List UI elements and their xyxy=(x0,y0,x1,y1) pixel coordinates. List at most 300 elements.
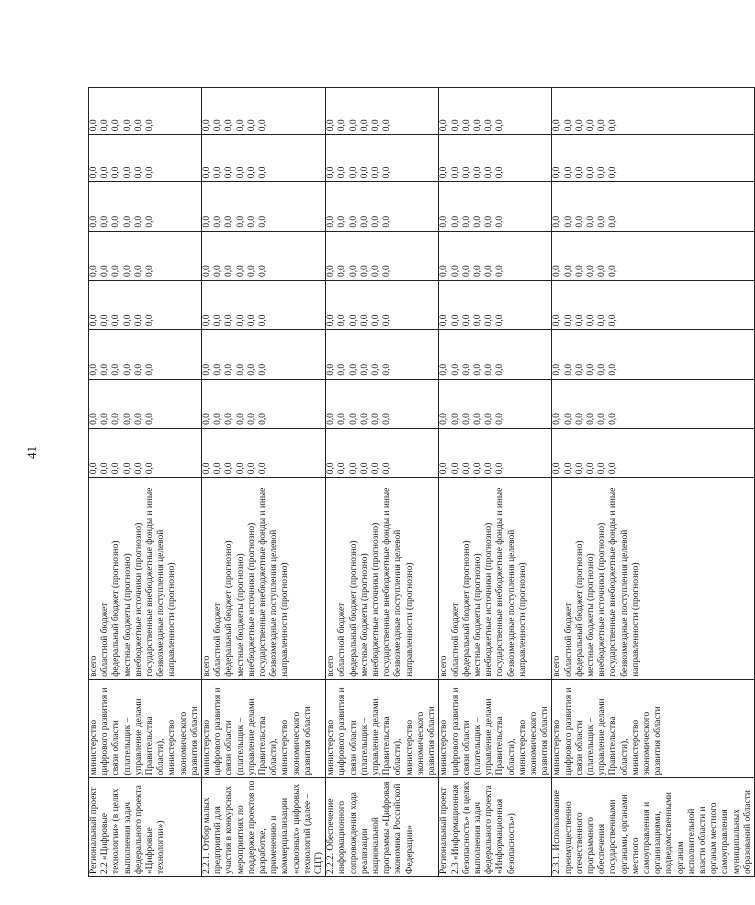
table-row xyxy=(202,88,326,877)
value-cell xyxy=(202,379,326,428)
value: 0,0 xyxy=(235,413,246,425)
value: 0,0 xyxy=(122,462,133,475)
value-cell xyxy=(439,280,552,329)
funding-source-label: государственные внебюджетные фонды и иные безвозмездные поступления целевой направленности (прогнозно) xyxy=(608,487,641,677)
value: 0,0 xyxy=(235,314,246,327)
value: 0,0 xyxy=(202,363,213,376)
value: 0,0 xyxy=(585,314,596,327)
value-cell xyxy=(552,231,755,280)
value: 0,0 xyxy=(371,166,382,179)
value: 0,0 xyxy=(450,462,461,475)
value: 0,0 xyxy=(246,462,257,475)
value: 0,0 xyxy=(89,215,99,228)
value-cell xyxy=(552,182,755,231)
value: 0,0 xyxy=(574,265,585,277)
value: 0,0 xyxy=(348,413,359,425)
value: 0,0 xyxy=(133,314,144,327)
value: 0,0 xyxy=(89,363,99,376)
executor-cell: министерство цифрового развития и связи области (плательщик – управление делами Правительства области), министерство экономического развития области xyxy=(326,679,439,778)
funding-sources-cell xyxy=(326,478,439,680)
value: 0,0 xyxy=(563,119,574,132)
value: 0,0 xyxy=(597,119,608,132)
funding-source-label: государственные внебюджетные фонды и иные безвозмездные поступления целевой направленности (прогнозно) xyxy=(495,487,528,677)
value: 0,0 xyxy=(326,413,337,425)
value: 0,0 xyxy=(585,215,596,228)
value: 0,0 xyxy=(100,314,111,327)
value: 0,0 xyxy=(563,413,574,425)
value: 0,0 xyxy=(246,215,257,228)
value: 0,0 xyxy=(359,119,370,132)
value: 0,0 xyxy=(326,119,337,132)
value: 0,0 xyxy=(133,462,144,475)
value-cell xyxy=(552,330,755,379)
value: 0,0 xyxy=(326,363,337,376)
value: 0,0 xyxy=(484,462,495,475)
value: 0,0 xyxy=(585,119,596,132)
table-row xyxy=(439,88,552,877)
value: 0,0 xyxy=(133,119,144,132)
value-cell xyxy=(552,379,755,428)
value-cell xyxy=(439,88,552,135)
value: 0,0 xyxy=(382,314,393,327)
value: 0,0 xyxy=(145,462,156,475)
value: 0,0 xyxy=(213,363,224,376)
value: 0,0 xyxy=(495,462,506,475)
executor-cell: министерство цифрового развития и связи области (плательщик – управление делами Правительства области), министерство экономического развития области xyxy=(439,679,552,778)
value-cell xyxy=(326,330,439,379)
value: 0,0 xyxy=(597,166,608,179)
value: 0,0 xyxy=(450,215,461,228)
value-cell xyxy=(439,379,552,428)
value: 0,0 xyxy=(224,462,235,475)
value: 0,0 xyxy=(484,215,495,228)
value: 0,0 xyxy=(122,413,133,425)
value: 0,0 xyxy=(202,413,213,425)
value: 0,0 xyxy=(246,166,257,179)
value: 0,0 xyxy=(89,166,99,179)
value-cell xyxy=(89,280,202,329)
funding-source-label: областной бюджет xyxy=(563,602,574,677)
funding-source-label: местные бюджеты (прогнозно) xyxy=(122,553,133,677)
value: 0,0 xyxy=(574,413,585,425)
value-cell xyxy=(552,135,755,182)
value: 0,0 xyxy=(224,119,235,132)
value: 0,0 xyxy=(89,265,99,277)
value: 0,0 xyxy=(111,462,122,475)
funding-sources-cell xyxy=(202,478,326,680)
value: 0,0 xyxy=(89,462,99,475)
value-cell xyxy=(326,135,439,182)
value: 0,0 xyxy=(608,363,619,376)
value: 0,0 xyxy=(100,166,111,179)
value-cell xyxy=(326,379,439,428)
funding-source-label: местные бюджеты (прогнозно) xyxy=(359,553,370,677)
value: 0,0 xyxy=(246,363,257,376)
funding-source-label: государственные внебюджетные фонды и иные безвозмездные поступления целевой направленности (прогнозно) xyxy=(382,487,415,677)
measure-name-cell: 2.2.2. Обеспечение информационного сопровождения хода реализации национальной программы «Цифровая экономика Российской Федерации» xyxy=(326,778,439,877)
value: 0,0 xyxy=(122,166,133,179)
value-cell xyxy=(89,330,202,379)
value: 0,0 xyxy=(224,215,235,228)
value: 0,0 xyxy=(337,462,348,475)
value: 0,0 xyxy=(258,215,269,228)
value: 0,0 xyxy=(202,314,213,327)
funding-source-label: областной бюджет xyxy=(213,602,224,677)
value: 0,0 xyxy=(495,413,506,425)
value-cell xyxy=(202,280,326,329)
value: 0,0 xyxy=(100,265,111,277)
value-cell xyxy=(202,428,326,477)
value: 0,0 xyxy=(450,314,461,327)
value: 0,0 xyxy=(461,363,472,376)
value: 0,0 xyxy=(495,119,506,132)
value: 0,0 xyxy=(382,462,393,475)
value: 0,0 xyxy=(461,413,472,425)
value-cell xyxy=(552,280,755,329)
value: 0,0 xyxy=(552,265,563,277)
value: 0,0 xyxy=(495,265,506,277)
value: 0,0 xyxy=(461,166,472,179)
funding-source-label: всего xyxy=(326,655,337,677)
value: 0,0 xyxy=(472,363,483,376)
value: 0,0 xyxy=(235,363,246,376)
funding-source-label: федеральный бюджет (прогнозно) xyxy=(461,540,472,677)
value: 0,0 xyxy=(495,166,506,179)
value: 0,0 xyxy=(597,462,608,475)
measure-name-cell: Региональный проект 2.3 «Информационная безопасность» (в целях выполнения задач федерального проекта «Информационная безопасность») xyxy=(439,778,552,877)
value-cell xyxy=(202,182,326,231)
value: 0,0 xyxy=(371,413,382,425)
value: 0,0 xyxy=(371,119,382,132)
value: 0,0 xyxy=(552,413,563,425)
value: 0,0 xyxy=(133,166,144,179)
value: 0,0 xyxy=(145,413,156,425)
funding-sources-cell xyxy=(89,478,202,680)
funding-source-label: внебюджетные источники (прогнозно) xyxy=(246,522,257,677)
value: 0,0 xyxy=(450,166,461,179)
value-cell xyxy=(89,135,202,182)
value: 0,0 xyxy=(235,166,246,179)
value: 0,0 xyxy=(439,413,450,425)
value: 0,0 xyxy=(111,119,122,132)
value: 0,0 xyxy=(246,265,257,277)
value: 0,0 xyxy=(552,462,563,475)
value: 0,0 xyxy=(597,363,608,376)
measure-name-cell: 2.3.1. Использование преимущественно отечественного программного обеспечения государственными органами, органами местного самоуправления и организациями, подведомственными органам исполнительной власти области и органам местного самоуправления муниципальных образований области xyxy=(552,778,755,877)
funding-source-label: областной бюджет xyxy=(100,602,111,677)
value: 0,0 xyxy=(348,215,359,228)
value: 0,0 xyxy=(100,363,111,376)
executor-cell: министерство цифрового развития и связи области (плательщик – управление делами Правительства области), министерство экономического развития области xyxy=(552,679,755,778)
value-cell xyxy=(89,428,202,477)
funding-source-label: областной бюджет xyxy=(450,602,461,677)
value: 0,0 xyxy=(337,215,348,228)
value: 0,0 xyxy=(585,462,596,475)
value: 0,0 xyxy=(563,166,574,179)
value: 0,0 xyxy=(100,119,111,132)
value: 0,0 xyxy=(122,363,133,376)
measure-name-cell: Региональный проект 2.2 «Цифровые технологии» (в целях выполнения задач федерального проекта «Цифровые технологии») xyxy=(89,778,202,877)
value: 0,0 xyxy=(495,215,506,228)
funding-sources-cell xyxy=(552,478,755,680)
value: 0,0 xyxy=(439,314,450,327)
value: 0,0 xyxy=(450,363,461,376)
value: 0,0 xyxy=(472,166,483,179)
value-cell xyxy=(439,231,552,280)
value: 0,0 xyxy=(337,166,348,179)
value: 0,0 xyxy=(213,166,224,179)
value: 0,0 xyxy=(145,215,156,228)
value: 0,0 xyxy=(258,119,269,132)
value: 0,0 xyxy=(133,363,144,376)
value-cell xyxy=(552,88,755,135)
value: 0,0 xyxy=(235,119,246,132)
value: 0,0 xyxy=(461,314,472,327)
funding-source-label: федеральный бюджет (прогнозно) xyxy=(111,540,122,677)
value: 0,0 xyxy=(326,166,337,179)
value: 0,0 xyxy=(597,215,608,228)
value: 0,0 xyxy=(439,166,450,179)
value: 0,0 xyxy=(563,314,574,327)
value: 0,0 xyxy=(100,413,111,425)
value: 0,0 xyxy=(552,314,563,327)
value: 0,0 xyxy=(337,314,348,327)
value: 0,0 xyxy=(122,215,133,228)
value: 0,0 xyxy=(246,413,257,425)
value: 0,0 xyxy=(495,363,506,376)
value: 0,0 xyxy=(563,215,574,228)
value: 0,0 xyxy=(461,265,472,277)
value: 0,0 xyxy=(439,265,450,277)
value: 0,0 xyxy=(439,363,450,376)
value: 0,0 xyxy=(224,413,235,425)
funding-source-label: внебюджетные источники (прогнозно) xyxy=(133,522,144,677)
value-cell xyxy=(202,231,326,280)
value-cell xyxy=(326,182,439,231)
value: 0,0 xyxy=(224,314,235,327)
value: 0,0 xyxy=(111,265,122,277)
value: 0,0 xyxy=(326,314,337,327)
value: 0,0 xyxy=(145,119,156,132)
value-cell xyxy=(89,231,202,280)
value-cell xyxy=(89,88,202,135)
value: 0,0 xyxy=(326,462,337,475)
value: 0,0 xyxy=(235,265,246,277)
value: 0,0 xyxy=(235,462,246,475)
value-cell xyxy=(326,280,439,329)
value-cell xyxy=(202,88,326,135)
value: 0,0 xyxy=(574,462,585,475)
value: 0,0 xyxy=(574,363,585,376)
value: 0,0 xyxy=(585,363,596,376)
value: 0,0 xyxy=(461,119,472,132)
value: 0,0 xyxy=(145,265,156,277)
value: 0,0 xyxy=(337,413,348,425)
value: 0,0 xyxy=(246,314,257,327)
table-row xyxy=(326,88,439,877)
value: 0,0 xyxy=(439,462,450,475)
value: 0,0 xyxy=(382,413,393,425)
value: 0,0 xyxy=(574,314,585,327)
value-cell xyxy=(439,428,552,477)
value: 0,0 xyxy=(224,166,235,179)
funding-source-label: государственные внебюджетные фонды и иные безвозмездные поступления целевой направленности (прогнозно) xyxy=(258,487,291,677)
funding-source-label: местные бюджеты (прогнозно) xyxy=(235,553,246,677)
value: 0,0 xyxy=(213,462,224,475)
value: 0,0 xyxy=(213,215,224,228)
value: 0,0 xyxy=(122,119,133,132)
value-cell xyxy=(326,88,439,135)
value: 0,0 xyxy=(337,119,348,132)
value: 0,0 xyxy=(484,119,495,132)
value: 0,0 xyxy=(439,215,450,228)
value: 0,0 xyxy=(585,265,596,277)
value: 0,0 xyxy=(608,215,619,228)
value: 0,0 xyxy=(472,462,483,475)
funding-source-label: всего xyxy=(202,655,213,677)
value: 0,0 xyxy=(145,166,156,179)
value: 0,0 xyxy=(484,314,495,327)
value-cell xyxy=(202,135,326,182)
value: 0,0 xyxy=(89,119,99,132)
value: 0,0 xyxy=(450,413,461,425)
value: 0,0 xyxy=(202,215,213,228)
value: 0,0 xyxy=(439,119,450,132)
value-cell xyxy=(439,135,552,182)
funding-source-label: всего xyxy=(439,655,450,677)
value: 0,0 xyxy=(461,215,472,228)
funding-source-label: местные бюджеты (прогнозно) xyxy=(472,553,483,677)
value: 0,0 xyxy=(585,413,596,425)
table-row xyxy=(89,88,202,877)
value: 0,0 xyxy=(382,166,393,179)
value: 0,0 xyxy=(111,413,122,425)
funding-source-label: федеральный бюджет (прогнозно) xyxy=(224,540,235,677)
value: 0,0 xyxy=(371,462,382,475)
value: 0,0 xyxy=(552,363,563,376)
value: 0,0 xyxy=(484,363,495,376)
value: 0,0 xyxy=(608,314,619,327)
value: 0,0 xyxy=(359,462,370,475)
value: 0,0 xyxy=(382,215,393,228)
value: 0,0 xyxy=(258,166,269,179)
value: 0,0 xyxy=(563,462,574,475)
value: 0,0 xyxy=(472,119,483,132)
value: 0,0 xyxy=(608,166,619,179)
value: 0,0 xyxy=(133,413,144,425)
value: 0,0 xyxy=(484,265,495,277)
value: 0,0 xyxy=(348,363,359,376)
value: 0,0 xyxy=(145,363,156,376)
value: 0,0 xyxy=(348,119,359,132)
funding-source-label: внебюджетные источники (прогнозно) xyxy=(371,522,382,677)
value-cell xyxy=(439,330,552,379)
value: 0,0 xyxy=(348,462,359,475)
value: 0,0 xyxy=(574,119,585,132)
value-cell xyxy=(202,330,326,379)
value: 0,0 xyxy=(359,413,370,425)
executor-cell: министерство цифрового развития и связи области (плательщик – управление делами Правительства области), министерство экономического развития области xyxy=(89,679,202,778)
value: 0,0 xyxy=(574,215,585,228)
value: 0,0 xyxy=(472,265,483,277)
value: 0,0 xyxy=(608,119,619,132)
value: 0,0 xyxy=(258,314,269,327)
value: 0,0 xyxy=(585,166,596,179)
value: 0,0 xyxy=(552,215,563,228)
value: 0,0 xyxy=(348,314,359,327)
value: 0,0 xyxy=(258,413,269,425)
value: 0,0 xyxy=(258,265,269,277)
value: 0,0 xyxy=(224,363,235,376)
value-cell xyxy=(439,182,552,231)
value: 0,0 xyxy=(133,215,144,228)
value: 0,0 xyxy=(472,215,483,228)
value: 0,0 xyxy=(122,314,133,327)
value: 0,0 xyxy=(484,413,495,425)
value: 0,0 xyxy=(563,363,574,376)
value: 0,0 xyxy=(563,265,574,277)
funding-source-label: федеральный бюджет (прогнозно) xyxy=(348,540,359,677)
value: 0,0 xyxy=(371,314,382,327)
value: 0,0 xyxy=(359,265,370,277)
value-cell xyxy=(326,428,439,477)
value: 0,0 xyxy=(450,265,461,277)
value: 0,0 xyxy=(359,314,370,327)
value: 0,0 xyxy=(608,265,619,277)
value: 0,0 xyxy=(133,265,144,277)
value: 0,0 xyxy=(202,166,213,179)
value: 0,0 xyxy=(574,166,585,179)
value: 0,0 xyxy=(472,413,483,425)
value: 0,0 xyxy=(213,314,224,327)
value: 0,0 xyxy=(89,314,99,327)
value: 0,0 xyxy=(122,265,133,277)
value: 0,0 xyxy=(337,265,348,277)
value: 0,0 xyxy=(495,314,506,327)
value: 0,0 xyxy=(608,413,619,425)
value: 0,0 xyxy=(258,462,269,475)
value: 0,0 xyxy=(472,314,483,327)
value: 0,0 xyxy=(552,166,563,179)
value: 0,0 xyxy=(359,363,370,376)
funding-source-label: местные бюджеты (прогнозно) xyxy=(585,553,596,677)
value: 0,0 xyxy=(235,215,246,228)
value: 0,0 xyxy=(213,265,224,277)
value: 0,0 xyxy=(100,462,111,475)
funding-source-label: всего xyxy=(552,655,563,677)
page-number: 41 xyxy=(24,446,39,459)
value: 0,0 xyxy=(246,119,257,132)
value: 0,0 xyxy=(111,166,122,179)
value-cell xyxy=(89,379,202,428)
funding-source-label: областной бюджет xyxy=(337,602,348,677)
value: 0,0 xyxy=(608,462,619,475)
value: 0,0 xyxy=(371,363,382,376)
value: 0,0 xyxy=(371,215,382,228)
value: 0,0 xyxy=(552,119,563,132)
rotated-page-content xyxy=(88,87,753,877)
value: 0,0 xyxy=(145,314,156,327)
funding-source-label: государственные внебюджетные фонды и иные безвозмездные поступления целевой направленности (прогнозно) xyxy=(145,487,178,677)
value: 0,0 xyxy=(461,462,472,475)
value: 0,0 xyxy=(213,413,224,425)
value: 0,0 xyxy=(597,413,608,425)
value: 0,0 xyxy=(348,166,359,179)
value: 0,0 xyxy=(111,215,122,228)
value-cell xyxy=(552,428,755,477)
value: 0,0 xyxy=(371,265,382,277)
value: 0,0 xyxy=(326,215,337,228)
